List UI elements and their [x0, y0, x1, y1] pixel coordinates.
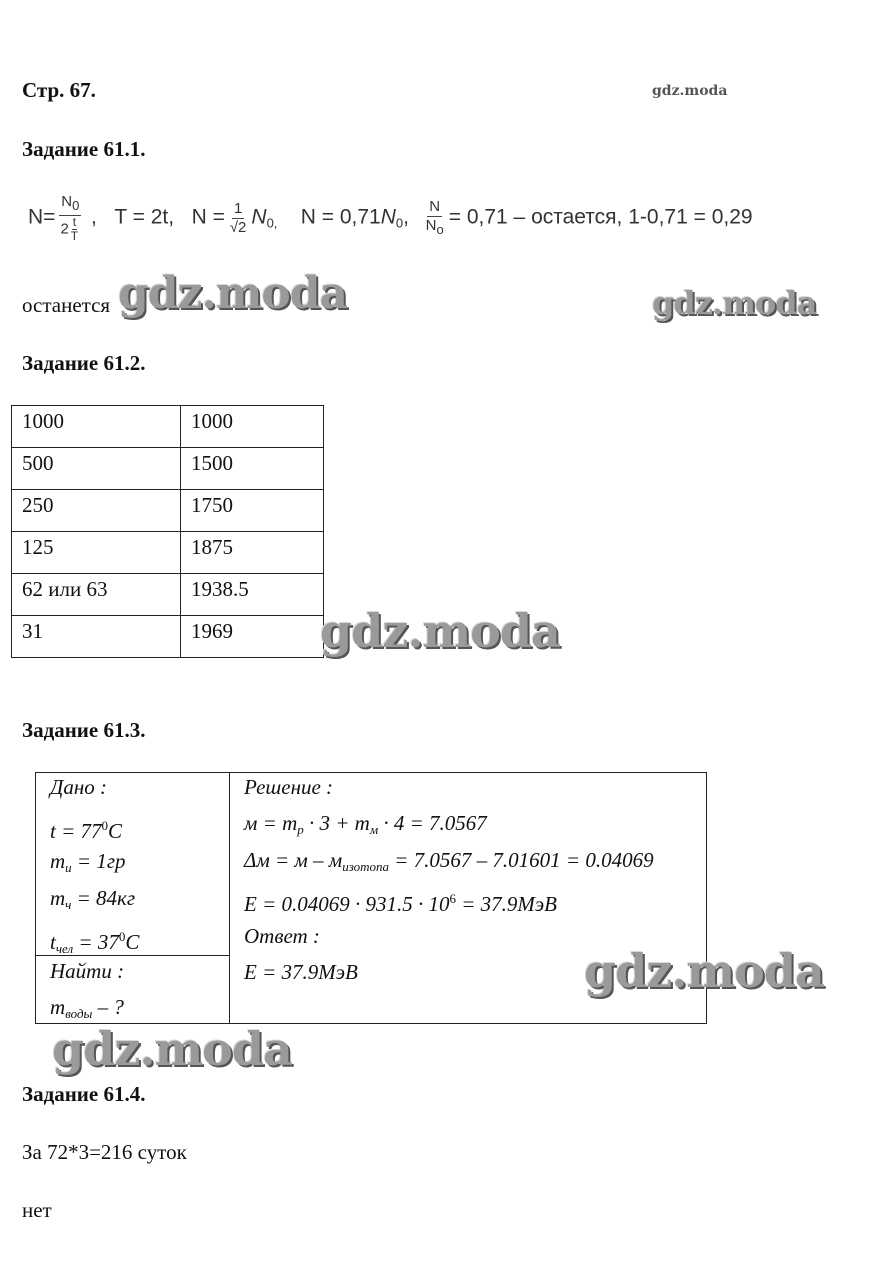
- page-label: Стр. 67.: [22, 78, 96, 102]
- frac-n0-sub: 0: [72, 198, 80, 213]
- given-mch: [50, 880, 135, 923]
- table-cell: 1000: [12, 406, 181, 448]
- table-row: [12, 490, 324, 532]
- table-cell: 250: [12, 490, 181, 532]
- formula-tail: = 0,71 – остается, 1-0,71 = 0,29: [448, 205, 753, 229]
- answer-value: E = 37.9МэВ: [244, 960, 358, 984]
- table-cell: 1500: [181, 448, 324, 490]
- ratio-den-sub: o: [436, 221, 444, 237]
- table-cell: 1750: [181, 490, 324, 532]
- table-cell: 62 или 63: [12, 574, 181, 616]
- task-61-4-line-2: нет: [22, 1198, 52, 1222]
- watermark-2: gdz.moda: [652, 284, 817, 322]
- task-61-2-table: [11, 405, 324, 658]
- task-61-1-title: Задание 61.1.: [22, 137, 146, 161]
- table-cell: 500: [12, 448, 181, 490]
- watermark-5: gdz.moda: [52, 1022, 292, 1076]
- table-cell: 125: [12, 532, 181, 574]
- solution-label: Решение :: [244, 775, 334, 799]
- watermark-1: gdz.moda: [118, 268, 348, 319]
- frac-sqrt2: √2: [229, 218, 247, 236]
- table-row: [12, 406, 324, 448]
- formula-comma-1: ,: [85, 205, 97, 229]
- given-mi-m: m: [50, 849, 66, 873]
- table-cell: 1000: [181, 406, 324, 448]
- decay-fraction: [58, 193, 82, 243]
- formula-n-eq: N =: [191, 205, 225, 229]
- inv-sqrt2-fraction: [228, 200, 249, 237]
- sol1-a-sub: р: [297, 822, 304, 837]
- ratio-den: N: [425, 216, 437, 234]
- given-tchel-sup: 0: [118, 929, 126, 944]
- watermark-small: gdz.moda: [652, 83, 728, 99]
- given-t-val: t = 77: [50, 819, 102, 843]
- find-label: Найти :: [50, 959, 125, 983]
- sol3-b: = 37.9МэВ: [461, 892, 558, 916]
- sol1-c: · 4 = 7.0567: [383, 811, 487, 835]
- given-mch-val: = 84кг: [76, 886, 136, 910]
- watermark-4: gdz.moda: [584, 944, 824, 998]
- answer-label: Ответ :: [244, 924, 320, 948]
- sol2-b: = 7.0567 – 7.01601 = 0.04069: [394, 848, 654, 872]
- given-tchel-sub: чел: [55, 941, 74, 956]
- task-61-3-title: Задание 61.3.: [22, 718, 146, 742]
- table-row: [12, 532, 324, 574]
- formula-n-lhs: N=: [28, 205, 56, 229]
- given-label: Дано :: [50, 775, 108, 799]
- frac-t: t: [72, 215, 77, 229]
- find-m-m: m: [50, 995, 66, 1019]
- table-cell: 1875: [181, 532, 324, 574]
- exponent-fraction: [69, 216, 80, 243]
- given-mi-val: = 1гр: [76, 849, 126, 873]
- sol3-sup: 6: [449, 891, 456, 906]
- sol1-b-sub: м: [369, 822, 379, 837]
- formula-comma-2: ,: [403, 205, 409, 229]
- table-row: [12, 574, 324, 616]
- formula-n0: N: [251, 205, 267, 229]
- task-61-4-line-1: За 72*3=216 суток: [22, 1140, 187, 1164]
- task-61-1-text: останется: [22, 293, 111, 317]
- table-cell: 31: [12, 616, 181, 658]
- sol2-a: Δм = м – м: [244, 848, 343, 872]
- table-cell: 1969: [181, 616, 324, 658]
- sol1-a: м = m: [244, 811, 298, 835]
- formula-t-eq: T = 2t,: [114, 205, 175, 229]
- solution-line-3: [244, 880, 557, 923]
- given-mch-sub: ч: [65, 897, 72, 912]
- given-tchel-unit: C: [125, 930, 140, 954]
- task-61-4-title: Задание 61.4.: [22, 1082, 146, 1106]
- ratio-num: N: [429, 197, 441, 215]
- formula-n-071: N = 0,71: [300, 205, 381, 229]
- given-tchel-val: = 37: [78, 930, 119, 954]
- formula-n0-071-sub: 0: [395, 215, 404, 231]
- find-m-q: – ?: [92, 995, 124, 1019]
- task-61-1-formula: [28, 193, 753, 243]
- given-tchel-t: t: [50, 930, 56, 954]
- frac-n0: N: [61, 193, 73, 210]
- sol3-a: E = 0.04069 · 931.5 · 10: [244, 892, 450, 916]
- given-mch-m: m: [50, 886, 66, 910]
- find-m-sub: воды: [65, 1006, 93, 1021]
- frac-two: 2: [60, 220, 69, 238]
- table-row: [12, 448, 324, 490]
- given-t-sup: 0: [101, 818, 109, 833]
- ratio-fraction: [424, 198, 446, 239]
- formula-n0-071: N: [380, 205, 396, 229]
- sol2-a-sub: изотопа: [342, 859, 389, 874]
- task-61-2-title: Задание 61.2.: [22, 351, 146, 375]
- frac-T: T: [70, 229, 79, 243]
- solution-line-2: [244, 842, 654, 885]
- given-t-unit: C: [108, 819, 123, 843]
- sol1-b: · 3 + m: [309, 811, 370, 835]
- column-divider: [229, 773, 230, 1023]
- frac-one: 1: [233, 199, 243, 217]
- formula-n0-sub: 0,: [266, 215, 278, 231]
- table-row: [12, 616, 324, 658]
- table-cell: 1938.5: [181, 574, 324, 616]
- given-mi-sub: и: [65, 860, 72, 875]
- watermark-3: gdz.moda: [320, 604, 560, 658]
